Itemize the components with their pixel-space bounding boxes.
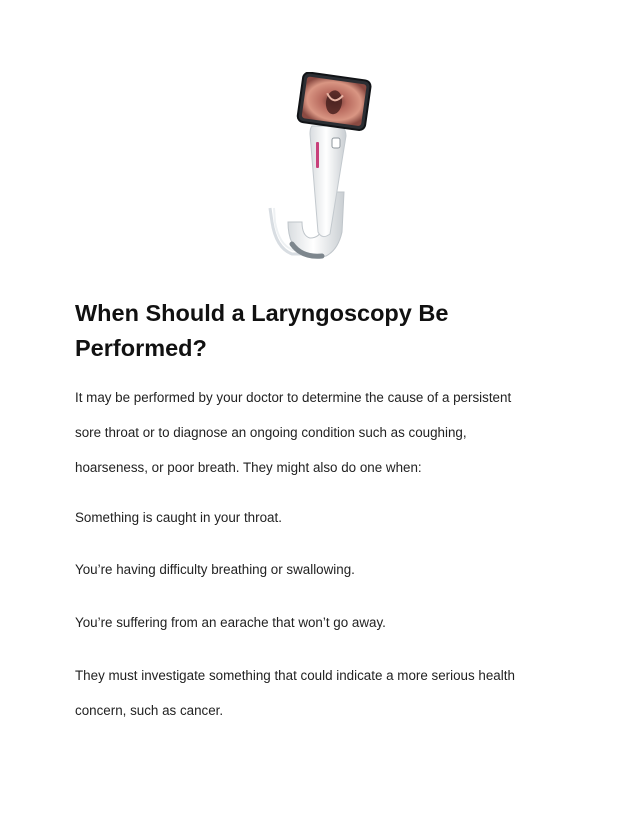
list-item-4-line-1: They must investigate something that could indicate a more serious health [75, 668, 515, 683]
laryngoscope-image [262, 72, 374, 268]
intro-text-line-1: It may be performed by your doctor to determine the cause of a persistent [75, 390, 512, 405]
intro-text-line-3: hoarseness, or poor breath. They might also do one when: [75, 460, 422, 475]
list-item-4-line-2: concern, such as cancer. [75, 703, 224, 718]
page-title-line-2: Performed? [75, 335, 207, 361]
list-item-2: You’re having difficulty breathing or swallowing. [75, 562, 355, 577]
list-item-1: Something is caught in your throat. [75, 510, 282, 525]
intro-text-line-2: sore throat or to diagnose an ongoing condition such as coughing, [75, 425, 467, 440]
page-title-line-1: When Should a Laryngoscopy Be [75, 300, 449, 326]
page-title [75, 296, 575, 366]
list-item-3: You’re suffering from an earache that won’t go away. [75, 615, 386, 630]
